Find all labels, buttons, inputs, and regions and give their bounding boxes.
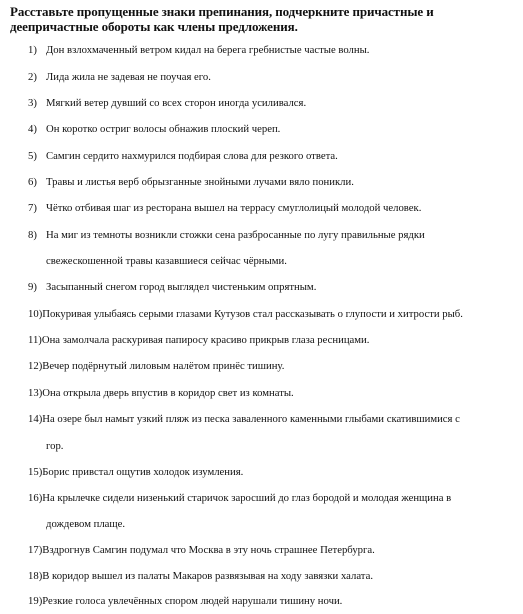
list-item (28, 301, 516, 327)
item-number: 6) (28, 176, 37, 188)
list-item (28, 537, 516, 563)
item-text: На озере был намыт узкий пляж из песка заваленного каменными глыбами скатившимися с (42, 413, 460, 425)
list-item (28, 37, 516, 63)
item-text: Он коротко остриг волосы обнажив плоский череп. (46, 123, 281, 135)
list-item-continuation: дождевом плаще. (46, 518, 126, 530)
list-item-continuation: свежескошенной травы казавшиеся сейчас чёрными. (46, 255, 287, 267)
heading-line-1: Расставьте пропущенные знаки препинания, подчеркните причастные и (10, 4, 434, 19)
item-number: 14) (28, 413, 43, 425)
item-number: 13) (28, 387, 43, 399)
item-number: 10) (28, 308, 43, 320)
item-text: Она открыла дверь впустив в коридор свет из комнаты. (42, 387, 294, 399)
list-item (28, 327, 516, 353)
list-item-continuation: гор. (46, 440, 64, 452)
item-text: Травы и листья верб обрызганные знойными лучами вяло поникли. (46, 176, 354, 188)
heading-line-2: деепричастные обороты как члены предложения. (10, 19, 298, 34)
item-text: Покуривая улыбаясь серыми глазами Кутузов стал рассказывать о глупости и хитрости рыб. (42, 308, 463, 320)
item-number: 18) (28, 570, 43, 582)
item-number: 11) (28, 334, 42, 346)
list-item (28, 380, 516, 406)
item-number: 9) (28, 281, 37, 293)
list-item (28, 116, 516, 142)
item-text: Засыпанный снегом город выглядел чистеньким опрятным. (46, 281, 317, 293)
item-text: На крылечке сидели низенький старичок заросший до глаз бородой и молодая женщина в (42, 492, 452, 504)
item-text: Вздрогнув Самгин подумал что Москва в эту ночь страшнее Петербурга. (42, 544, 375, 556)
item-number: 3) (28, 97, 37, 109)
list-item (28, 274, 516, 300)
item-text: Вечер подёрнутый лиловым налётом принёс тишину. (42, 360, 285, 372)
list-item (28, 406, 516, 432)
item-text: Резкие голоса увлечённых спором людей нарушали тишину ночи. (42, 595, 343, 607)
item-text: Она замолчала раскуривая папиросу красиво прикрыв глаза ресницами. (41, 334, 370, 346)
list-item (28, 195, 516, 221)
item-text: Мягкий ветер дувший со всех сторон иногда усиливался. (46, 97, 307, 109)
list-item (28, 563, 516, 589)
list-item (28, 169, 516, 195)
item-text: Борис привстал ощутив холодок изумления. (42, 466, 244, 478)
item-text: Чётко отбивая шаг из ресторана вышел на террасу смуглолицый молодой человек. (46, 202, 422, 214)
item-number: 8) (28, 229, 37, 241)
item-number: 17) (28, 544, 43, 556)
item-text: Самгин сердито нахмурился подбирая слова для резкого ответа. (46, 150, 338, 162)
item-number: 15) (28, 466, 43, 478)
item-text: Лида жила не задевая не поучая его. (46, 71, 211, 83)
item-number: 5) (28, 150, 37, 162)
list-item (28, 64, 516, 90)
item-text: Дон взлохмаченный ветром кидал на берега гребнистые частые волны. (46, 44, 370, 56)
list-item (28, 459, 516, 485)
list-item (28, 90, 516, 116)
item-number: 12) (28, 360, 43, 372)
item-number: 7) (28, 202, 37, 214)
item-number: 2) (28, 71, 37, 83)
list-item (28, 143, 516, 169)
item-number: 1) (28, 44, 37, 56)
item-number: 19) (28, 595, 43, 607)
list-item (28, 588, 516, 614)
list-item (28, 485, 516, 511)
exercise-heading (10, 4, 515, 34)
list-item (28, 353, 516, 379)
item-text: В коридор вышел из палаты Макаров развязывая на ходу завязки халата. (42, 570, 374, 582)
item-number: 16) (28, 492, 43, 504)
list-item (28, 222, 516, 248)
item-number: 4) (28, 123, 37, 135)
item-text: На миг из темноты возникли стожки сена разбросанные по лугу правильные рядки (46, 229, 425, 241)
